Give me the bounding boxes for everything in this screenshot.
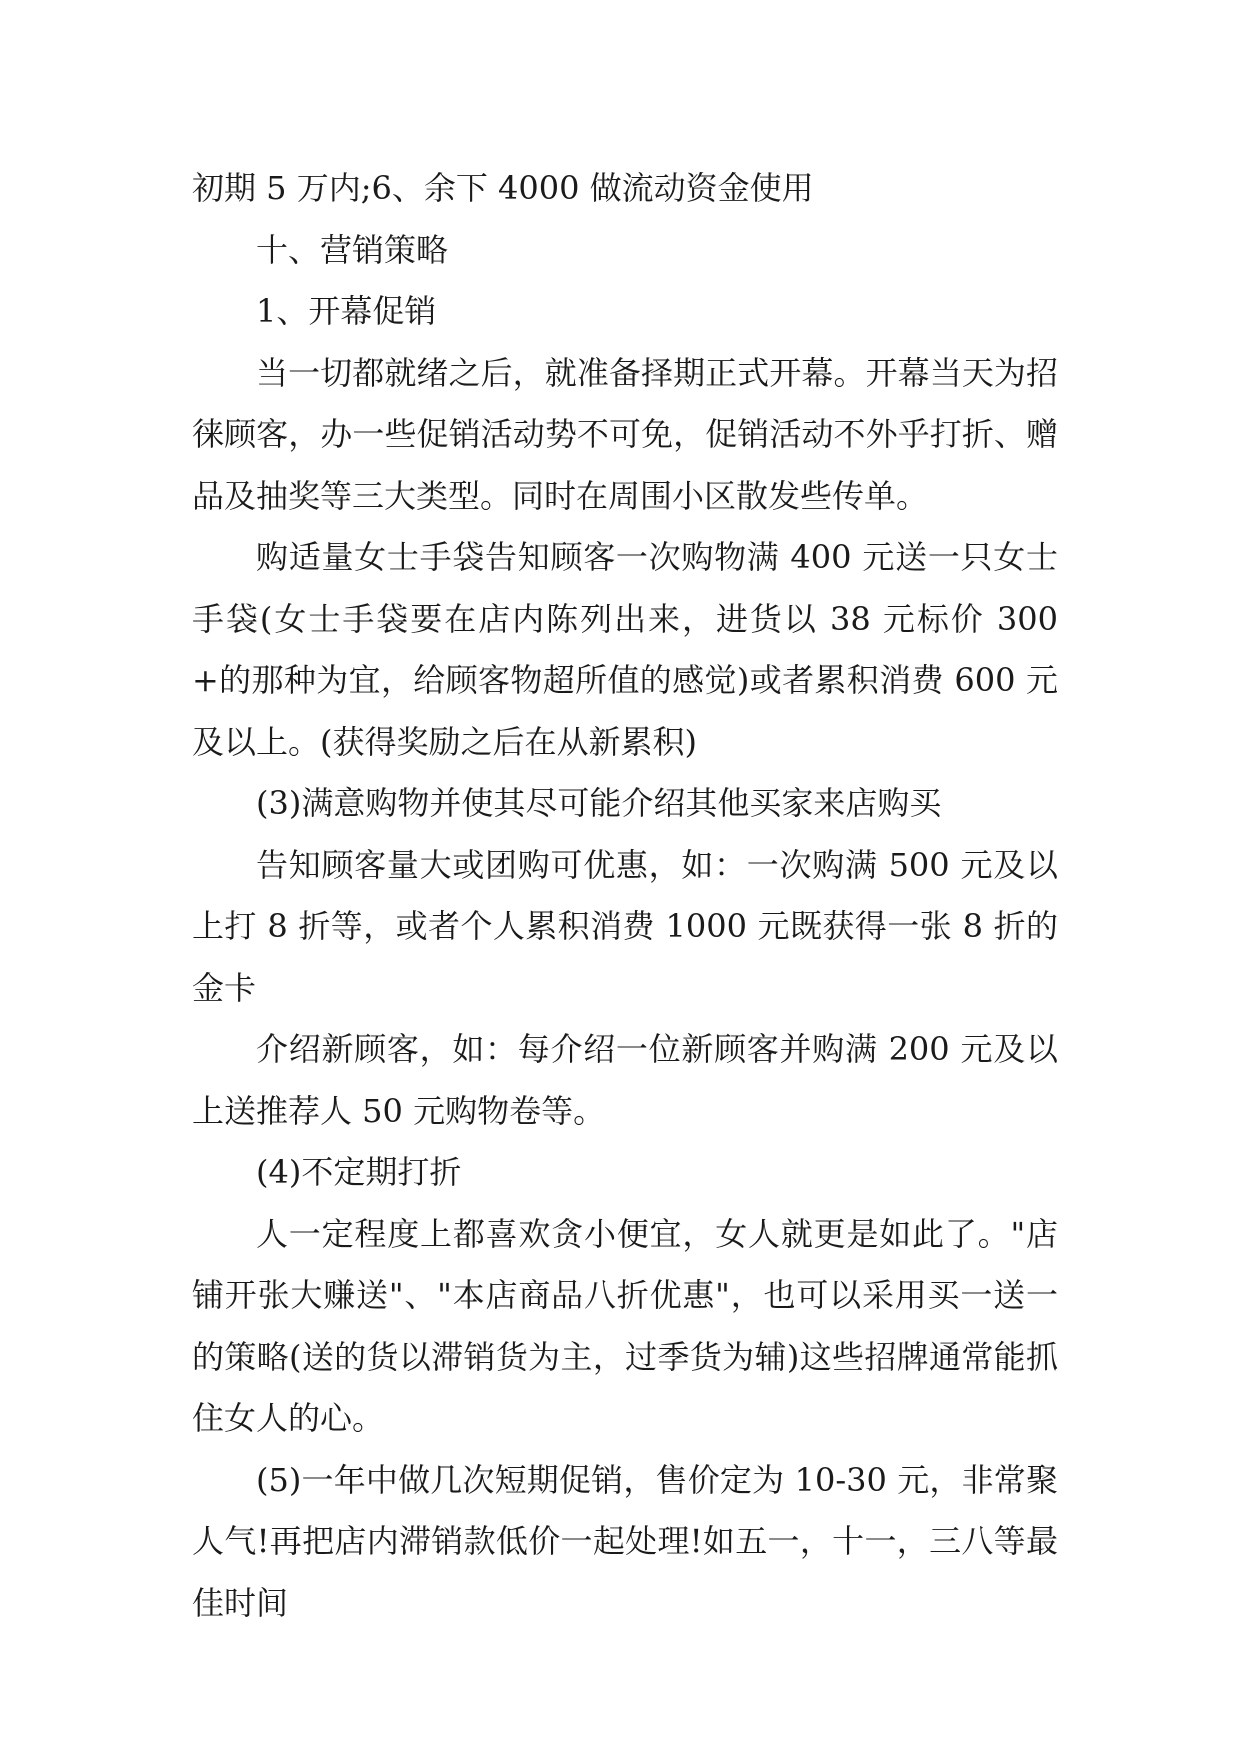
paragraph-irregular-discount: (4)不定期打折: [256, 1153, 462, 1191]
paragraph-referral: 介绍新顾客，如：每介绍一位新顾客并购满 200 元及以上送推荐人 50 元购物卷等。: [192, 1030, 1058, 1130]
paragraph-bargain-psychology: 人一定程度上都喜欢贪小便宜，女人就更是如此了。"店铺开张大赚送"、"本店商品八折优惠"，也可以采用买一送一的策略(送的货以滞销货为主，过季货为辅)这些招牌通常能抓住女人的心。: [192, 1214, 1058, 1437]
paragraph-short-term-promotion: (5)一年中做几次短期促销，售价定为 10-30 元，非常聚人气!再把店内滞销款低价一起处理!如五一，十一，三八等最佳时间: [192, 1460, 1058, 1622]
section-heading-marketing-strategy: 十、营销策略: [256, 230, 449, 269]
subheading-opening-promotion: 1、开幕促销: [256, 292, 437, 330]
paragraph-handbag-gift: 购适量女士手袋告知顾客一次购物满 400 元送一只女士手袋(女士手袋要在店内陈列出来，进货以 38 元标价 300+的那种为宜，给顾客物超所值的感觉)或者累积消费 600 元及以上。(获得奖励之后在从新累积): [192, 538, 1058, 761]
paragraph-group-discount: 告知顾客量大或团购可优惠，如：一次购满 500 元及以上打 8 折等，或者个人累积消费 1000 元既获得一张 8 折的金卡: [192, 845, 1058, 1007]
paragraph-opening-day: 当一切都就绪之后，就准备择期正式开幕。开幕当天为招徕顾客，办一些促销活动势不可免，促销活动不外乎打折、赠品及抽奖等三大类型。同时在周围小区散发些传单。: [192, 353, 1058, 515]
paragraph-funding-continuation: 初期 5 万内;6、余下 4000 做流动资金使用: [192, 169, 814, 207]
document-body: [192, 158, 1058, 1634]
paragraph-satisfied-shopping: (3)满意购物并使其尽可能介绍其他买家来店购买: [256, 784, 942, 822]
